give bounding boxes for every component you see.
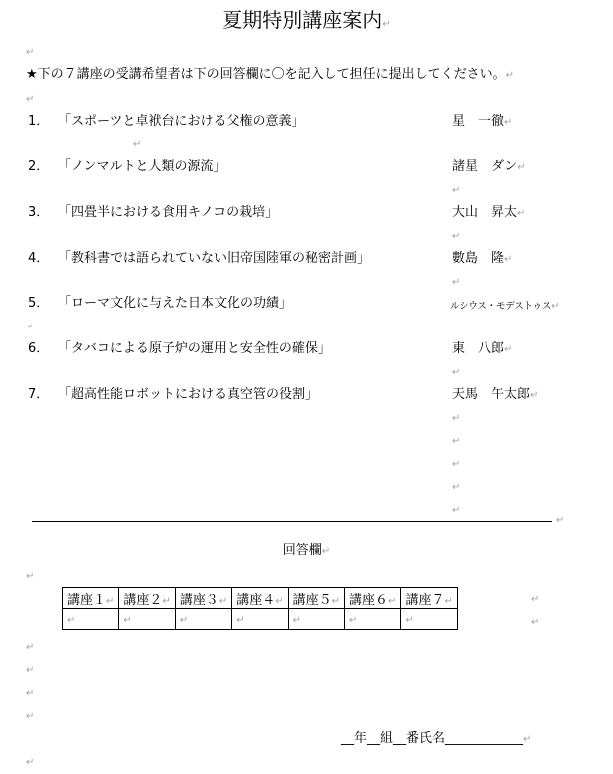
answer-header-cell [63, 588, 119, 609]
course-number: 1． [28, 114, 50, 129]
answer-cell[interactable] [175, 609, 231, 630]
answer-header-cell [345, 588, 401, 609]
answer-header-cell [232, 588, 288, 609]
course-number: 7． [28, 387, 50, 402]
teacher-name: 大山 昇太 [452, 205, 518, 220]
paragraph-mark-icon: ↵ [292, 614, 302, 626]
answer-header-label: 講座３ [179, 592, 219, 608]
answer-header-cell [175, 588, 231, 609]
paragraph-mark-icon: ↵ [452, 231, 461, 242]
paragraph-mark-icon: ↵ [67, 614, 76, 626]
paragraph-mark-icon: ↵ [505, 70, 515, 81]
instruction-text-content: ★下の７講座の受講希望者は下の回答欄に〇を記入して担任に提出してください。 [26, 67, 506, 82]
paragraph-mark-icon: ↵ [133, 139, 142, 150]
answer-header-cell [401, 588, 457, 609]
signature-text: __年__組__番氏名____________ [341, 731, 524, 746]
paragraph-mark-icon: ↵ [162, 595, 171, 607]
paragraph-mark-icon: ↵ [530, 390, 539, 401]
paragraph-mark-icon: ↵ [531, 594, 540, 605]
answer-header-cell [288, 588, 344, 609]
section-divider [32, 521, 552, 522]
paragraph-mark-icon: ↵ [504, 254, 513, 265]
course-teacher-7 [452, 386, 538, 404]
paragraph-mark-icon: ↵ [444, 595, 453, 607]
answer-table-input-row [63, 609, 458, 630]
course-title: 「超高性能ロボットにおける真空管の役割」 [58, 387, 319, 402]
course-teacher-4 [452, 250, 512, 268]
paragraph-mark-icon: ↵ [504, 117, 513, 128]
course-title: 「教科書では語られていない旧帝国陸軍の秘密計画」 [58, 251, 371, 266]
course-title: 「ローマ文化に与えた日本文化の功績」 [58, 296, 293, 311]
paragraph-mark-icon: ↵ [551, 301, 560, 312]
course-item-4 [28, 250, 370, 268]
paragraph-mark-icon: ↵ [452, 459, 461, 470]
course-number: 2． [28, 159, 50, 174]
paragraph-mark-icon: ↵ [26, 711, 35, 722]
course-number: 3． [28, 205, 50, 220]
paragraph-mark-icon: ↵ [26, 757, 35, 768]
paragraph-mark-icon: ↵ [452, 413, 461, 424]
paragraph-mark-icon: ↵ [26, 47, 35, 58]
signature-line[interactable] [341, 730, 531, 748]
paragraph-mark-icon: ↵ [26, 571, 35, 582]
paragraph-mark-icon: ↵ [236, 614, 245, 626]
course-teacher-5 [450, 298, 559, 316]
course-title: 「タバコによる原子炉の運用と安全性の確保」 [58, 341, 331, 356]
course-title: 「四畳半における食用キノコの栽培」 [58, 205, 279, 220]
instruction-text [26, 66, 514, 84]
teacher-name: 諸星 ダン [452, 159, 518, 174]
answer-section-title-text: 回答欄 [282, 543, 322, 558]
course-item-5 [28, 295, 292, 313]
teacher-name: 東 八郎 [452, 341, 505, 356]
paragraph-mark-icon: ↵ [331, 595, 341, 607]
answer-cell[interactable] [63, 609, 119, 630]
answer-cell[interactable] [345, 609, 401, 630]
paragraph-mark-icon: ↵ [382, 19, 391, 30]
paragraph-mark-icon: ↵ [26, 94, 35, 105]
course-item-3 [28, 204, 278, 222]
paragraph-mark-icon: ↵ [504, 344, 513, 355]
answer-table-header-row [63, 588, 458, 609]
answer-cell[interactable] [401, 609, 457, 630]
course-item-6 [28, 340, 331, 358]
paragraph-mark-icon: ↵ [452, 367, 461, 378]
paragraph-mark-icon: ↵ [123, 614, 132, 626]
page-title [0, 7, 613, 33]
answer-header-label: 講座１ [67, 592, 107, 608]
paragraph-mark-icon: ↵ [452, 436, 461, 447]
teacher-name: 天馬 午太郎 [452, 387, 531, 402]
paragraph-mark-icon: ↵ [452, 505, 461, 516]
paragraph-mark-icon: ↵ [388, 595, 397, 607]
teacher-name: 星 一徹 [452, 114, 505, 129]
answer-header-label: 講座４ [236, 592, 276, 608]
paragraph-mark-icon: ↵ [28, 323, 34, 330]
paragraph-mark-icon: ↵ [321, 546, 331, 557]
answer-cell[interactable] [232, 609, 288, 630]
answer-header-label: 講座２ [123, 592, 163, 608]
teacher-name: 數島 隆 [452, 251, 505, 266]
course-item-2 [28, 158, 226, 176]
course-item-1 [28, 113, 304, 131]
paragraph-mark-icon: ↵ [531, 617, 540, 628]
answer-section-title [0, 542, 613, 560]
teacher-name: ルシウス・モデストゥス [450, 301, 552, 312]
paragraph-mark-icon: ↵ [26, 688, 35, 699]
answer-table [62, 587, 458, 630]
course-number: 4． [28, 251, 50, 266]
course-teacher-6 [452, 340, 512, 358]
paragraph-mark-icon: ↵ [26, 665, 35, 676]
course-title: 「スポーツと卓袱台における父権の意義」 [58, 114, 305, 129]
paragraph-mark-icon: ↵ [26, 642, 35, 653]
answer-header-label: 講座６ [349, 592, 389, 608]
paragraph-mark-icon: ↵ [517, 208, 526, 219]
course-title: 「ノンマルトと人類の源流」 [58, 159, 227, 174]
paragraph-mark-icon: ↵ [452, 482, 461, 493]
course-teacher-2 [452, 158, 526, 176]
paragraph-mark-icon: ↵ [179, 614, 189, 626]
answer-header-cell [119, 588, 175, 609]
paragraph-mark-icon: ↵ [218, 595, 228, 607]
answer-header-label: 講座５ [292, 592, 332, 608]
paragraph-mark-icon: ↵ [275, 595, 284, 607]
page-title-text: 夏期特別講座案内 [222, 8, 383, 32]
course-teacher-3 [452, 204, 525, 222]
paragraph-mark-icon: ↵ [106, 595, 115, 607]
paragraph-mark-icon: ↵ [452, 277, 461, 288]
paragraph-mark-icon: ↵ [523, 734, 532, 745]
course-teacher-1 [452, 113, 512, 131]
answer-header-label: 講座７ [405, 592, 445, 608]
paragraph-mark-icon: ↵ [517, 162, 526, 173]
answer-cell[interactable] [288, 609, 344, 630]
course-number: 5． [28, 296, 50, 311]
answer-cell[interactable] [119, 609, 175, 630]
paragraph-mark-icon: ↵ [452, 185, 461, 196]
course-item-7 [28, 386, 318, 404]
paragraph-mark-icon: ↵ [556, 515, 565, 526]
paragraph-mark-icon: ↵ [349, 614, 358, 626]
paragraph-mark-icon: ↵ [405, 614, 414, 626]
course-number: 6． [28, 341, 50, 356]
